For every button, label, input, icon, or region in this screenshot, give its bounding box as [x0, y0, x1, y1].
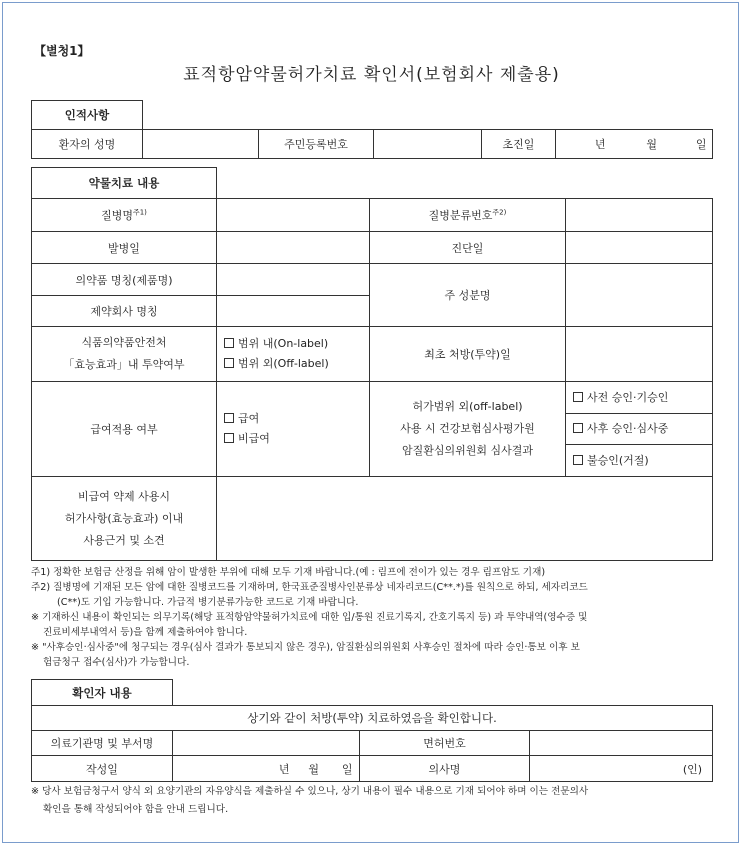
noncovered-checkbox[interactable]: 비급여	[224, 429, 366, 449]
month-unit: 월	[646, 138, 657, 151]
footer-line-2: 확인을 통해 작성되어야 함을 안내 드립니다.	[43, 804, 229, 815]
on-label-checkbox[interactable]: 범위 내(On-label)	[224, 334, 366, 354]
doctor-label: 의사명	[360, 756, 530, 782]
basis-field[interactable]	[217, 477, 713, 561]
year-unit: 년	[278, 762, 290, 776]
review-rejected-checkbox[interactable]: 불승인(거절)	[566, 445, 713, 477]
onset-field[interactable]	[217, 232, 370, 264]
note-3-cont: 진료비세부내역서 등)을 함께 제출하여야 합니다.	[43, 627, 248, 638]
checkbox-icon	[224, 433, 234, 443]
note-3: ※ 기재하신 내용이 확인되는 의무기록(해당 표적항암약물허가치료에 대한 입/통원 진료기록지, 간호기록지 등) 과 투약내역(영수증 및	[31, 612, 588, 623]
drug-name-field[interactable]	[217, 264, 370, 296]
day-unit: 일	[695, 138, 707, 151]
maker-field[interactable]	[217, 296, 370, 327]
date-field[interactable]	[173, 756, 360, 782]
first-visit-label: 초진일	[482, 130, 556, 159]
diagnosis-field[interactable]	[566, 232, 713, 264]
footer-line-1: ※ 당사 보험금청구서 양식 외 요양기관의 자유양식을 제출하실 수 있으나, 상기 내용이 필수 내용으로 기재 되어야 하며 이는 전문의사	[31, 786, 589, 797]
license-field[interactable]	[530, 731, 713, 756]
checkbox-icon	[573, 423, 583, 433]
doctor-field[interactable]	[530, 756, 713, 782]
checkbox-icon	[224, 338, 234, 348]
institution-field[interactable]	[173, 731, 360, 756]
checkbox-icon	[573, 455, 583, 465]
coverage-options	[217, 382, 370, 477]
checkbox-icon	[224, 413, 234, 423]
page-title: 표적항암약물허가치료 확인서(보험회사 제출용)	[183, 65, 560, 85]
rrn-field[interactable]	[374, 130, 482, 159]
label-scope-options	[217, 327, 370, 382]
covered-checkbox[interactable]: 급여	[224, 409, 366, 429]
coverage-label: 급여적용 여부	[32, 382, 217, 477]
year-unit: 년	[594, 138, 606, 151]
institution-label: 의료기관명 및 부서명	[32, 731, 173, 756]
disease-name-label: 질병명$^{주1)}$	[32, 199, 217, 232]
month-unit: 월	[308, 762, 319, 776]
maker-label: 제약회사 명칭	[32, 296, 217, 327]
note-1: 주1) 정확한 보험금 산정을 위해 암이 발생한 부위에 대해 모두 기재 바랍니다.(예 : 림프에 전이가 있는 경우 림프암도 기재)	[31, 567, 546, 578]
ingredient-label: 주 성분명	[370, 264, 566, 327]
confirmer-section-header: 확인자 내용	[32, 680, 173, 706]
disease-name-field[interactable]	[217, 199, 370, 232]
patient-section-header: 인적사항	[32, 101, 143, 130]
date-label: 작성일	[32, 756, 173, 782]
notes	[31, 565, 588, 670]
license-label: 면허번호	[360, 731, 530, 756]
attachment-label: 【별청1】	[34, 44, 90, 58]
checkbox-icon	[224, 358, 234, 368]
diagnosis-label: 진단일	[370, 232, 566, 264]
footer-notes	[31, 783, 588, 819]
patient-table	[31, 100, 713, 159]
treatment-table	[31, 167, 713, 561]
onset-label: 발병일	[32, 232, 217, 264]
note-4-cont: 험금청구 접수(심사)가 가능합니다.	[43, 657, 190, 668]
rrn-label: 주민등록번호	[259, 130, 374, 159]
patient-name-field[interactable]	[143, 130, 259, 159]
first-rx-field[interactable]	[566, 327, 713, 382]
confirmation-statement: 상기와 같이 처방(투약) 치료하였음을 확인합니다.	[32, 706, 713, 731]
disease-code-field[interactable]	[566, 199, 713, 232]
basis-label: 비급여 약제 사용시 허가사항(효능효과) 이내 사용근거 및 소견	[32, 477, 217, 561]
note-2: 주2) 질병명에 기재된 모든 암에 대한 질병코드를 기재하며, 한국표준질병사인분류상 네자리코드(C**.*)를 원칙으로 하되, 세자리코드	[31, 582, 588, 593]
review-post-approval-checkbox[interactable]: 사후 승인·심사중	[566, 414, 713, 445]
first-visit-date-field[interactable]	[556, 130, 713, 159]
review-label: 허가범위 외(off-label) 사용 시 건강보험심사평가원 암질환심의위원회 심사결과	[370, 382, 566, 477]
checkbox-icon	[573, 392, 583, 402]
note-2-cont: (C**)도 기입 가능합니다. 가급적 병기분류가능한 코드로 기재 바랍니다.	[57, 597, 359, 608]
note-4: ※ "사후승인·심사중"에 청구되는 경우(심사 결과가 통보되지 않은 경우), 암질환심의위원회 사후승인 절차에 따라 승인·통보 이후 보	[31, 642, 580, 653]
drug-name-label: 의약품 명칭(제품명)	[32, 264, 217, 296]
confirmer-table	[31, 679, 713, 782]
treatment-section-header: 약물치료 내용	[32, 168, 217, 199]
review-pre-approved-checkbox[interactable]: 사전 승인·기승인	[566, 382, 713, 414]
mfds-label: 식품의약품안전처 「효능효과」내 투약여부	[32, 327, 217, 382]
ingredient-field[interactable]	[566, 264, 713, 327]
seal-mark: (인)	[682, 762, 703, 776]
patient-name-label: 환자의 성명	[32, 130, 143, 159]
disease-code-label: 질병분류번호$^{주2)}$	[370, 199, 566, 232]
day-unit: 일	[341, 762, 353, 776]
off-label-checkbox[interactable]: 범위 외(Off-label)	[224, 354, 366, 374]
first-rx-label: 최초 처방(투약)일	[370, 327, 566, 382]
